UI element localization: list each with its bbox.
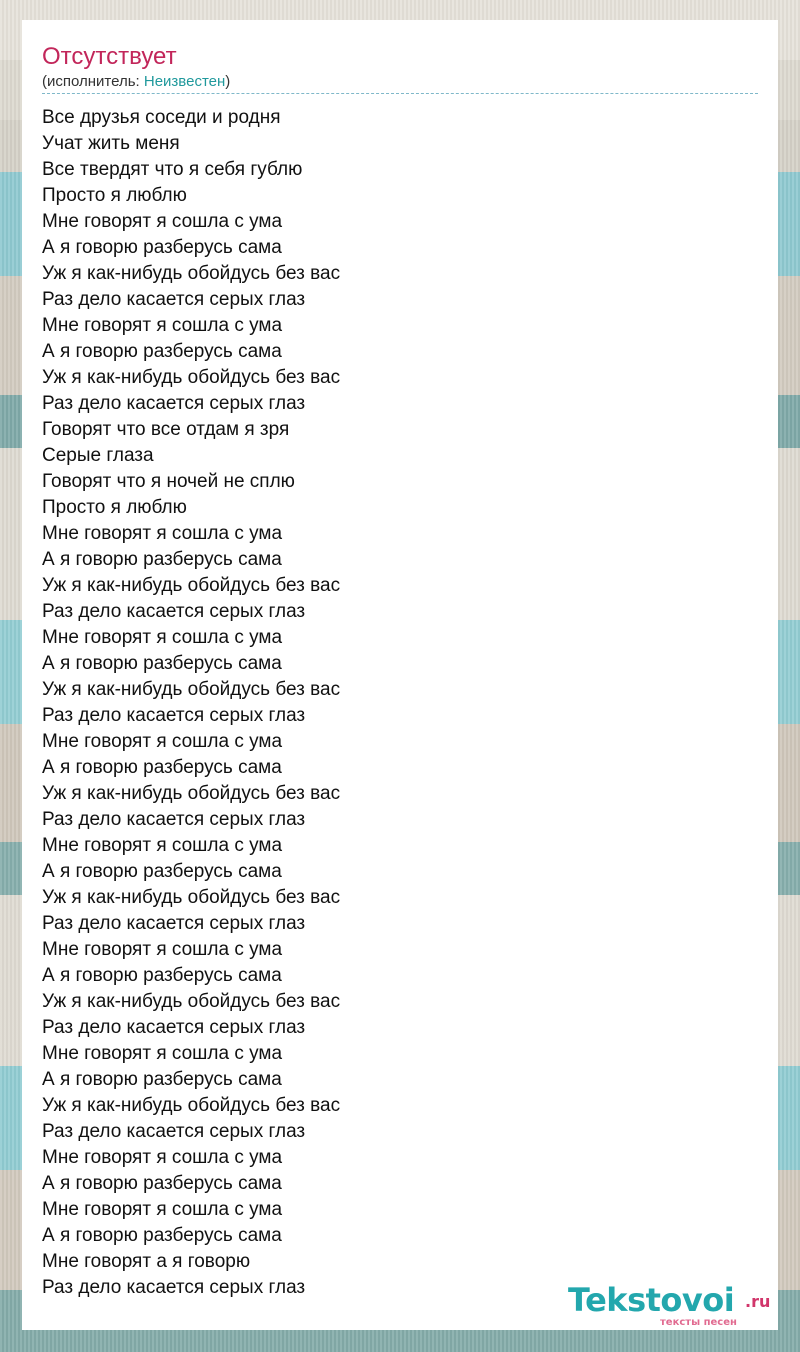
lyric-line: Мне говорят я сошла с ума bbox=[42, 731, 283, 752]
lyric-line: Просто я люблю bbox=[42, 185, 187, 206]
lyric-line: Просто я люблю bbox=[42, 497, 187, 518]
lyric-line: Уж я как-нибудь обойдусь без вас bbox=[42, 263, 341, 284]
lyric-line: Учат жить меня bbox=[42, 133, 180, 154]
lyric-line: Раз дело касается серых глаз bbox=[42, 393, 306, 414]
lyric-line: Уж я как-нибудь обойдусь без вас bbox=[42, 991, 341, 1012]
lyric-line: Серые глаза bbox=[42, 445, 154, 466]
lyric-line: Мне говорят я сошла с ума bbox=[42, 939, 283, 960]
lyric-line: Раз дело касается серых глаз bbox=[42, 809, 306, 830]
lyric-line: Мне говорят а я говорю bbox=[42, 1251, 251, 1272]
lyric-line: Уж я как-нибудь обойдусь без вас bbox=[42, 783, 341, 804]
logo-domain: .ru bbox=[745, 1292, 771, 1311]
lyric-line: А я говорю разберусь сама bbox=[42, 1069, 282, 1090]
song-title: Отсутствует bbox=[42, 43, 177, 70]
artist-suffix: ) bbox=[225, 73, 231, 90]
lyric-line: Раз дело касается серых глаз bbox=[42, 1017, 306, 1038]
lyric-line: А я говорю разберусь сама bbox=[42, 861, 282, 882]
lyric-line: Мне говорят я сошла с ума bbox=[42, 523, 283, 544]
site-logo[interactable] bbox=[568, 1282, 778, 1330]
title-divider bbox=[42, 93, 758, 94]
lyric-line: А я говорю разберусь сама bbox=[42, 1173, 282, 1194]
lyric-line: А я говорю разберусь сама bbox=[42, 757, 282, 778]
lyric-line: Говорят что все отдам я зря bbox=[42, 419, 290, 440]
logo-tagline: тексты песен bbox=[660, 1317, 737, 1328]
lyric-line: Уж я как-нибудь обойдусь без вас bbox=[42, 367, 341, 388]
lyric-line: Уж я как-нибудь обойдусь без вас bbox=[42, 679, 341, 700]
lyric-line: Все твердят что я себя гублю bbox=[42, 159, 303, 180]
lyric-line: Раз дело касается серых глаз bbox=[42, 705, 306, 726]
lyric-line: А я говорю разберусь сама bbox=[42, 341, 282, 362]
lyric-line: Уж я как-нибудь обойдусь без вас bbox=[42, 1095, 341, 1116]
lyric-line: Уж я как-нибудь обойдусь без вас bbox=[42, 887, 341, 908]
lyric-line: Раз дело касается серых глаз bbox=[42, 601, 306, 622]
lyric-line: А я говорю разберусь сама bbox=[42, 1225, 282, 1246]
lyric-line: А я говорю разберусь сама bbox=[42, 965, 282, 986]
lyrics-text bbox=[42, 105, 340, 1301]
lyrics-card bbox=[22, 20, 778, 1330]
lyric-line: Мне говорят я сошла с ума bbox=[42, 1199, 283, 1220]
lyric-line: Мне говорят я сошла с ума bbox=[42, 835, 283, 856]
lyric-line: Мне говорят я сошла с ума bbox=[42, 211, 283, 232]
lyric-line: Раз дело касается серых глаз bbox=[42, 913, 306, 934]
artist-link[interactable]: Неизвестен bbox=[143, 73, 226, 90]
lyric-line: Раз дело касается серых глаз bbox=[42, 1121, 306, 1142]
lyric-line: Уж я как-нибудь обойдусь без вас bbox=[42, 575, 341, 596]
artist-prefix: (исполнитель: bbox=[42, 73, 144, 90]
lyric-line: А я говорю разберусь сама bbox=[42, 653, 282, 674]
logo-wordmark: Tekstovoi bbox=[568, 1281, 735, 1319]
lyric-line: Говорят что я ночей не сплю bbox=[42, 471, 295, 492]
lyric-line: Мне говорят я сошла с ума bbox=[42, 315, 283, 336]
lyric-line: Мне говорят я сошла с ума bbox=[42, 1043, 283, 1064]
lyric-line: А я говорю разберусь сама bbox=[42, 237, 282, 258]
lyric-line: Мне говорят я сошла с ума bbox=[42, 1147, 283, 1168]
lyric-line: Мне говорят я сошла с ума bbox=[42, 627, 283, 648]
artist-line bbox=[42, 73, 230, 91]
lyric-line: Раз дело касается серых глаз bbox=[42, 289, 306, 310]
lyric-line: Все друзья соседи и родня bbox=[42, 107, 281, 128]
lyric-line: А я говорю разберусь сама bbox=[42, 549, 282, 570]
lyric-line: Раз дело касается серых глаз bbox=[42, 1277, 306, 1298]
